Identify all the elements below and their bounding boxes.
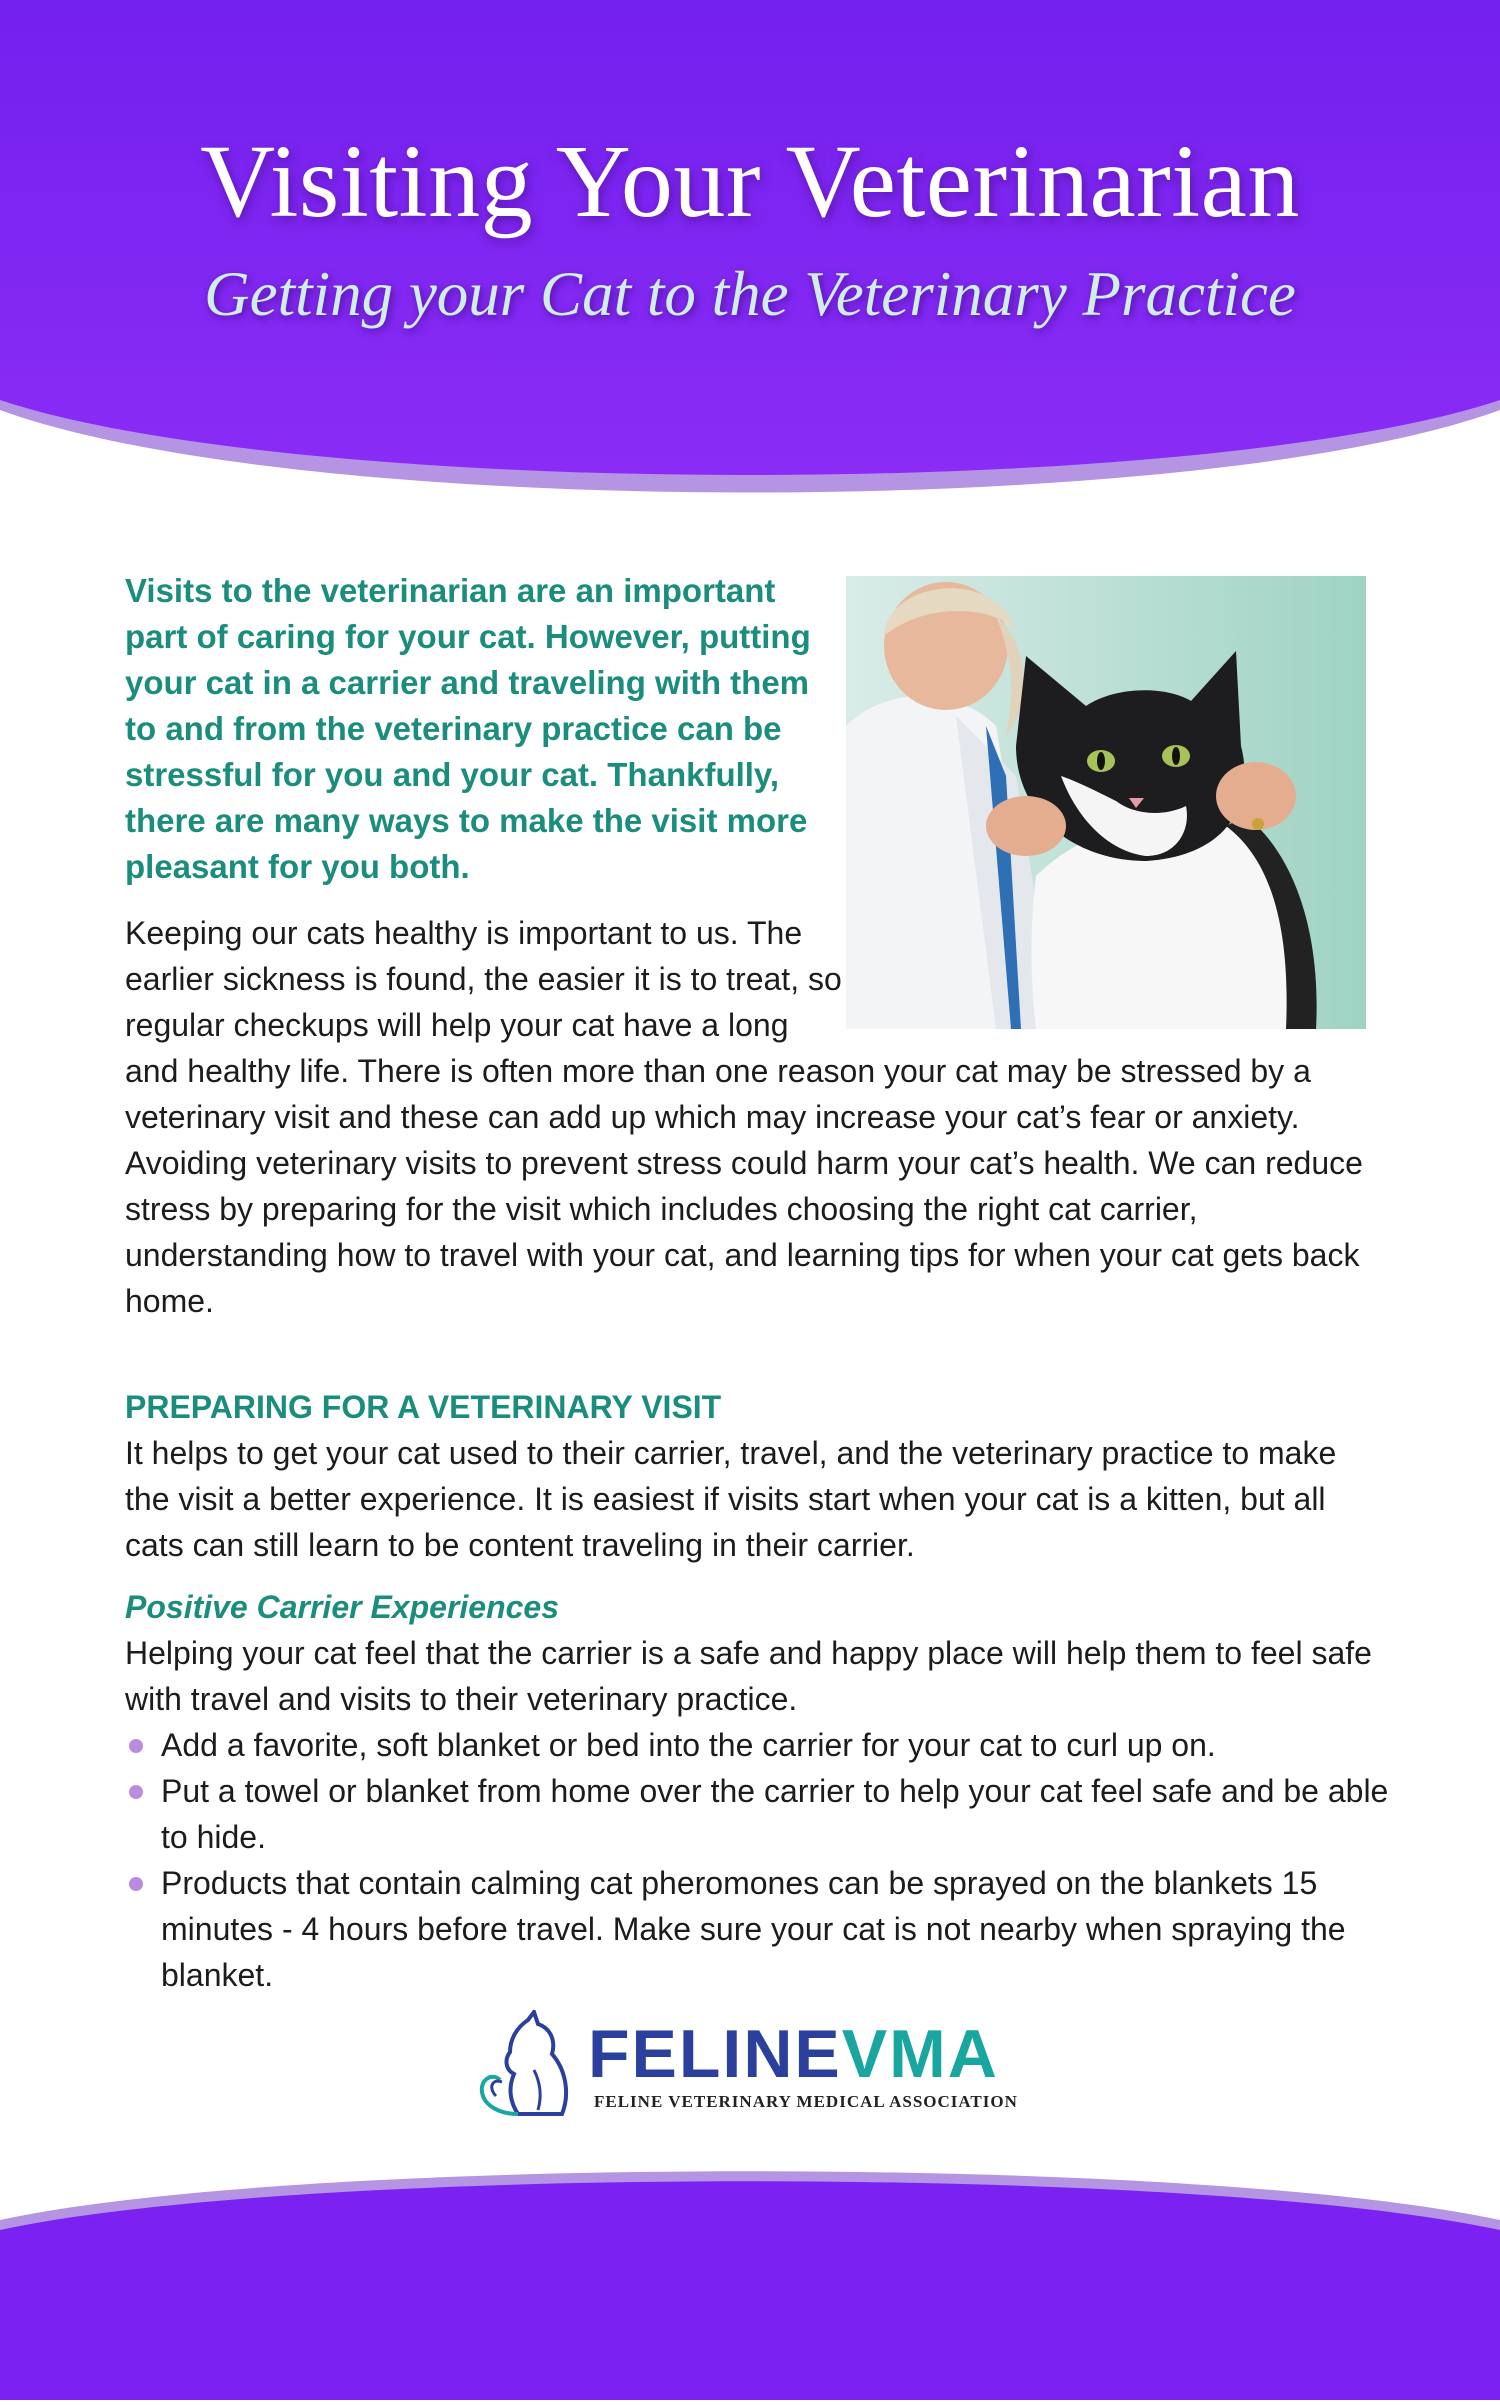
section-subheading: Positive Carrier Experiences (125, 1589, 560, 1625)
list-item: Add a favorite, soft blanket or bed into the carrier for your cat to curl up on. (125, 1722, 1395, 1768)
footer-band (0, 2150, 1500, 2400)
list-item: Put a towel or blanket from home over the carrier to help your cat feel safe and be able to hide. (125, 1768, 1395, 1860)
logo-wordmark (588, 2014, 999, 2094)
header-band (0, 0, 1500, 500)
page-subtitle: Getting your Cat to the Veterinary Practice (204, 259, 1296, 329)
footer-background (0, 2150, 1500, 2400)
page-title: Visiting Your Veterinarian (200, 124, 1300, 239)
paragraph-text: Keeping our cats healthy is important to us. The earlier sickness is found, the easier it is to treat, so regular checkups will help your cat have a long and healthy life. There is often more than one reason your cat may be stressed by a veterinary visit and these can add up which may increase your cat’s fear or anxiety. Avoiding veterinary visits to prevent stress could harm your cat’s health. We can reduce stress by preparing for the visit which includes choosing the right cat carrier, understanding how to travel with your cat, and learning tips for when your cat gets back home. (125, 915, 1363, 1319)
logo-word-vma: VMA (841, 2016, 999, 2092)
header-background (0, 0, 1500, 500)
tips-list (125, 1722, 1395, 1998)
section-heading: PREPARING FOR A VETERINARY VISIT (125, 1389, 722, 1425)
body-paragraph-1 (125, 910, 1375, 1324)
feline-vma-logo (470, 2010, 1030, 2120)
logo-word-feline: FELINE (588, 2016, 842, 2092)
intro-paragraph: Visits to the veterinarian are an important part of caring for your cat. However, putting your cat in a carrier and traveling with them to and from the veterinary practice can be stressful for you and your cat. Thankfully, there are many ways to make the visit more pleasant for you both. (125, 572, 811, 885)
cat-silhouette-icon (470, 2010, 580, 2120)
subsection-paragraph: Helping your cat feel that the carrier is a safe and happy place will help them to feel safe with travel and visits to their veterinary practice. (125, 1635, 1372, 1717)
photo-wrap-spacer (850, 910, 1375, 1048)
section-paragraph: It helps to get your cat used to their carrier, travel, and the veterinary practice to make the visit a better experience. It is easiest if visits start when your cat is a kitten, but all cats can still learn to be content traveling in their carrier. (125, 1435, 1337, 1563)
logo-tagline: FELINE VETERINARY MEDICAL ASSOCIATION (594, 2092, 1018, 2111)
list-item: Products that contain calming cat pheromones can be sprayed on the blankets 15 minutes - 4 hours before travel. Make sure your cat is not nearby when spraying the blanket. (125, 1860, 1395, 1998)
